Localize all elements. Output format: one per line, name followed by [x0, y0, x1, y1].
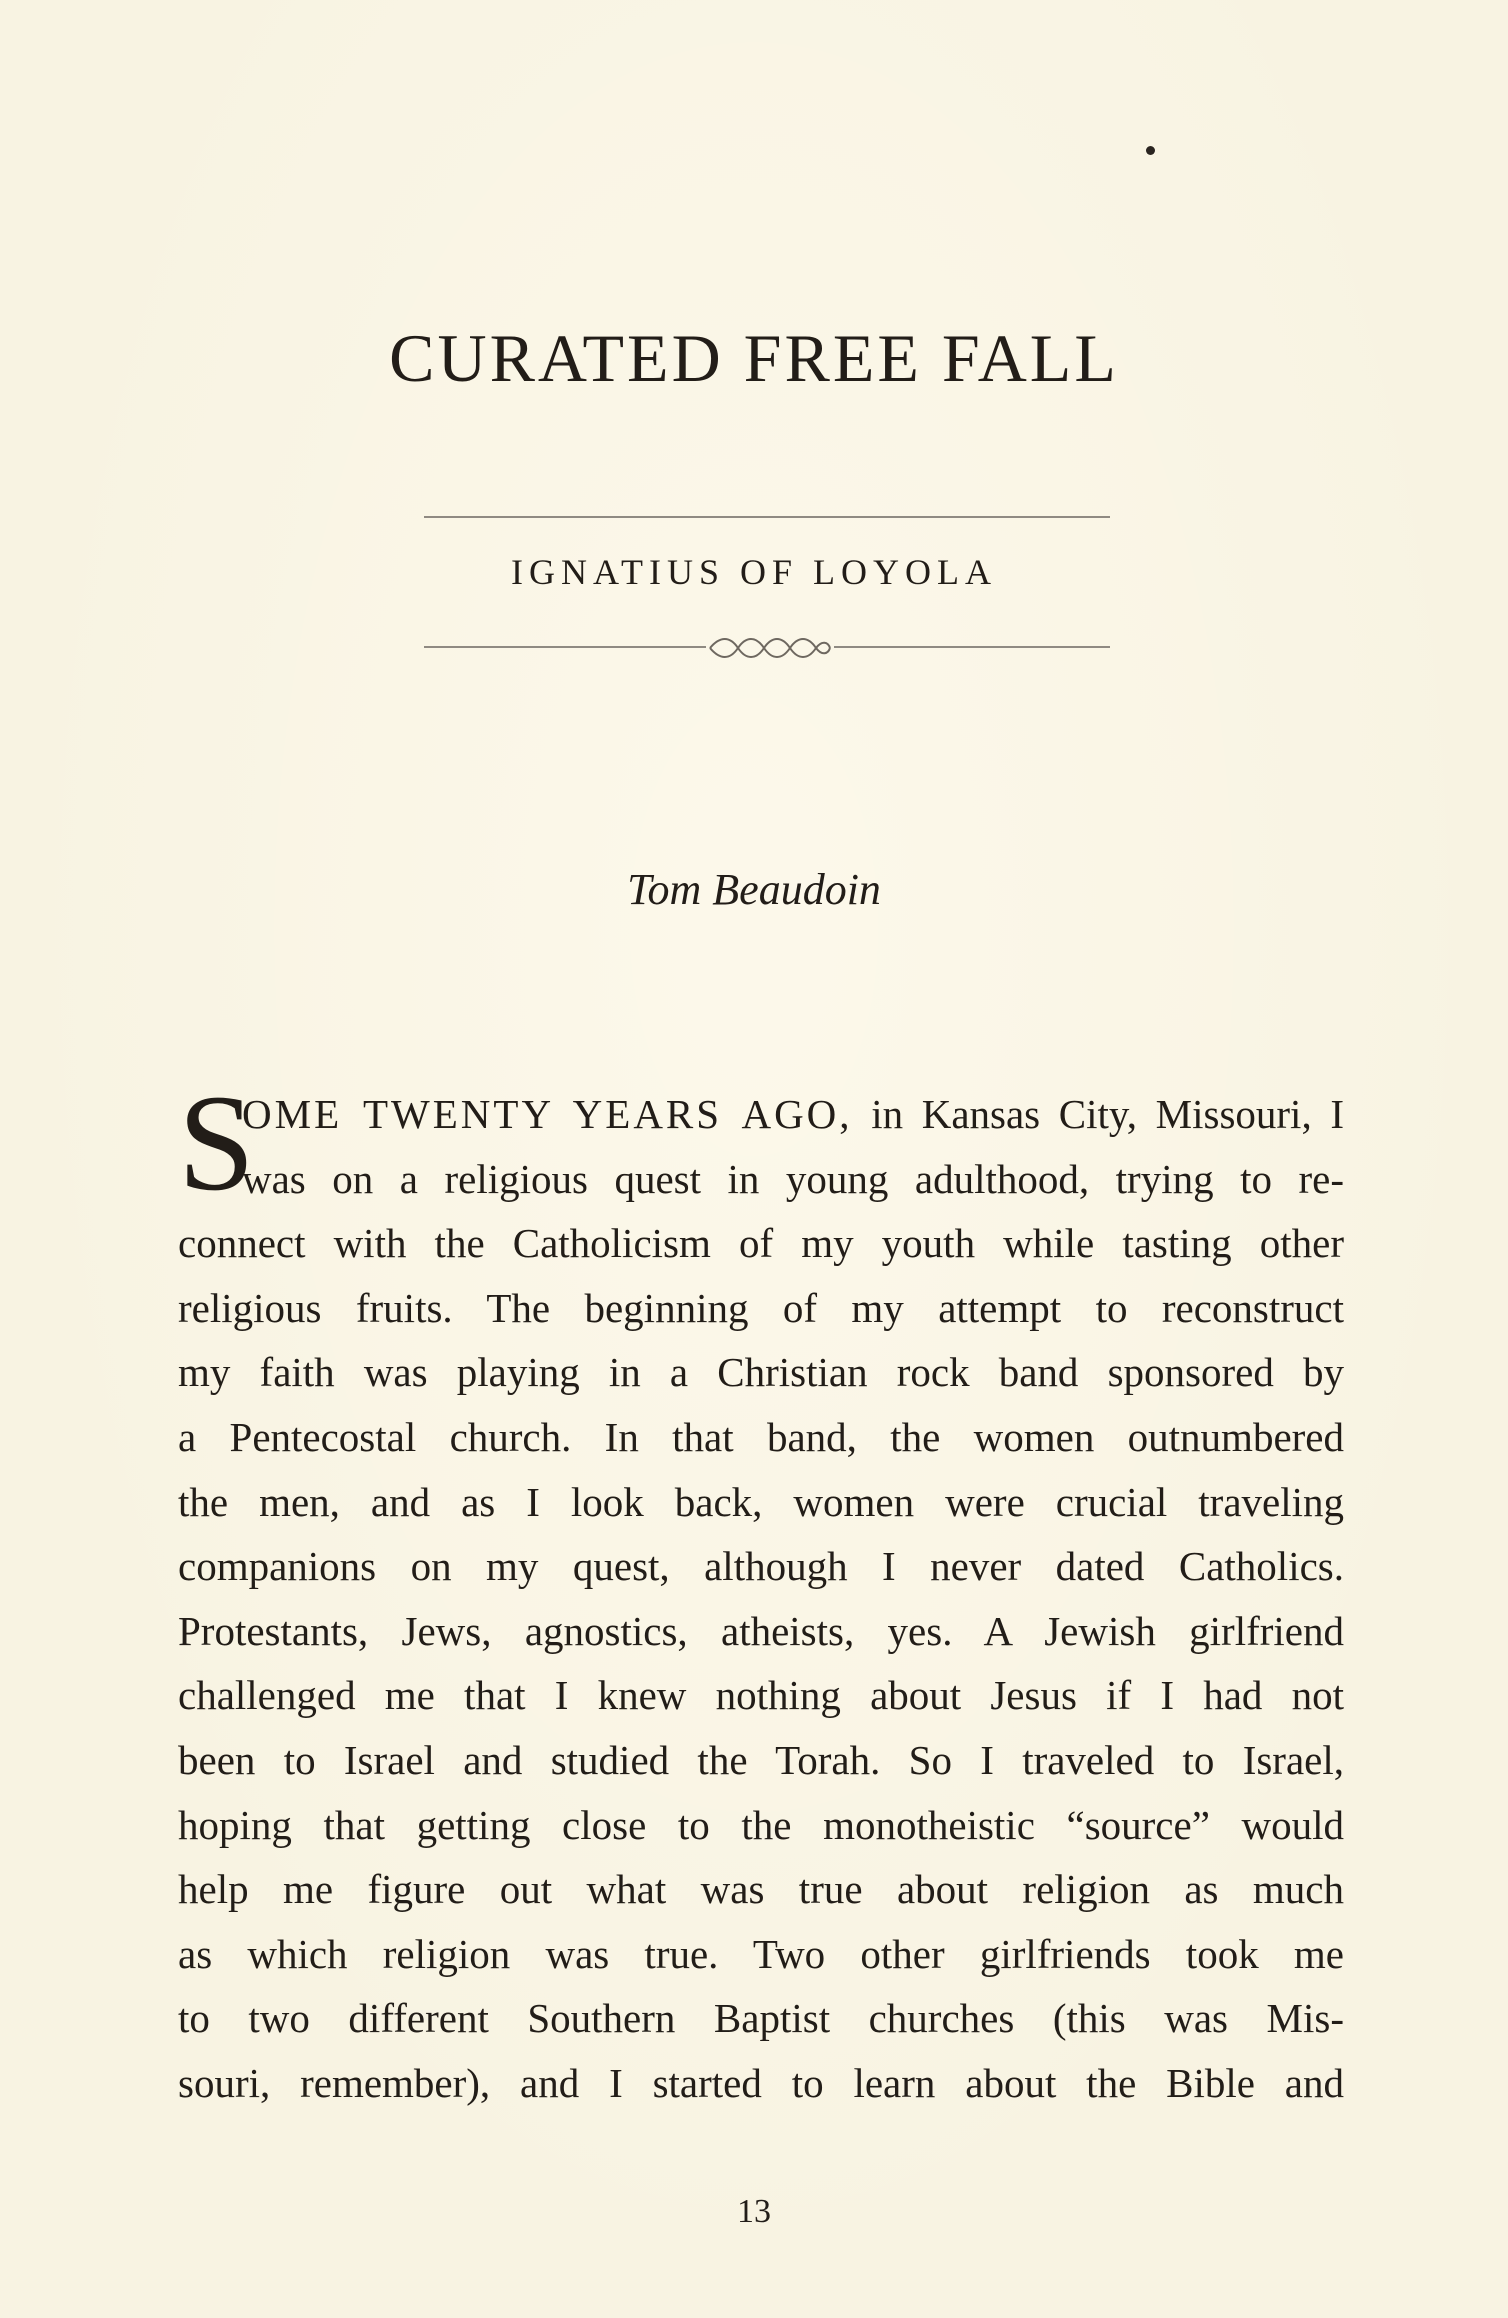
body-line-15: to two different Southern Baptist churches (this was Mis- — [178, 1995, 1344, 2042]
body-line-13: help me figure out what was true about religion as much — [178, 1866, 1344, 1913]
body-line-1-text: in Kansas City, Missouri, I — [852, 1091, 1344, 1137]
knot-ornament-icon — [706, 628, 834, 668]
title-divider-rule — [424, 516, 1110, 518]
print-speck — [1146, 146, 1155, 155]
body-line-3: connect with the Catholicism of my youth while tasting other — [178, 1220, 1344, 1267]
chapter-title: CURATED FREE FALL — [389, 320, 1119, 396]
ornament-rule-right — [834, 646, 1110, 648]
ornament-rule-left — [424, 646, 706, 648]
body-line-8: companions on my quest, although I never dated Catholics. — [178, 1543, 1344, 1590]
chapter-subtitle: IGNATIUS OF LOYOLA — [511, 552, 997, 592]
body-line-10: challenged me that I knew nothing about Jesus if I had not — [178, 1672, 1344, 1719]
ornament-divider — [424, 628, 1110, 668]
drop-cap: S — [178, 1066, 255, 1219]
body-line-1 — [178, 1082, 1344, 1147]
body-line-7: the men, and as I look back, women were crucial traveling — [178, 1478, 1344, 1525]
body-paragraph — [178, 1082, 1344, 2116]
body-line-9: Protestants, Jews, agnostics, atheists, yes. A Jewish girlfriend — [178, 1607, 1344, 1654]
body-line-16: souri, remember), and I started to learn about the Bible and — [178, 2059, 1344, 2106]
body-line-14: as which religion was true. Two other girlfriends took me — [178, 1930, 1344, 1977]
body-line-11: been to Israel and studied the Torah. So I traveled to Israel, — [178, 1736, 1344, 1783]
body-line-4: religious fruits. The beginning of my attempt to reconstruct — [178, 1284, 1344, 1331]
body-line-5: my faith was playing in a Christian rock band sponsored by — [178, 1349, 1344, 1396]
body-line-2: was on a religious quest in young adulthood, trying to re- — [242, 1155, 1344, 1202]
author-name: Tom Beaudoin — [627, 865, 881, 914]
body-line-12: hoping that getting close to the monotheistic “source” would — [178, 1801, 1344, 1848]
page-number: 13 — [737, 2193, 771, 2230]
body-line-6: a Pentecostal church. In that band, the women outnumbered — [178, 1413, 1344, 1460]
opening-small-caps: OME TWENTY YEARS AGO, — [242, 1091, 853, 1137]
